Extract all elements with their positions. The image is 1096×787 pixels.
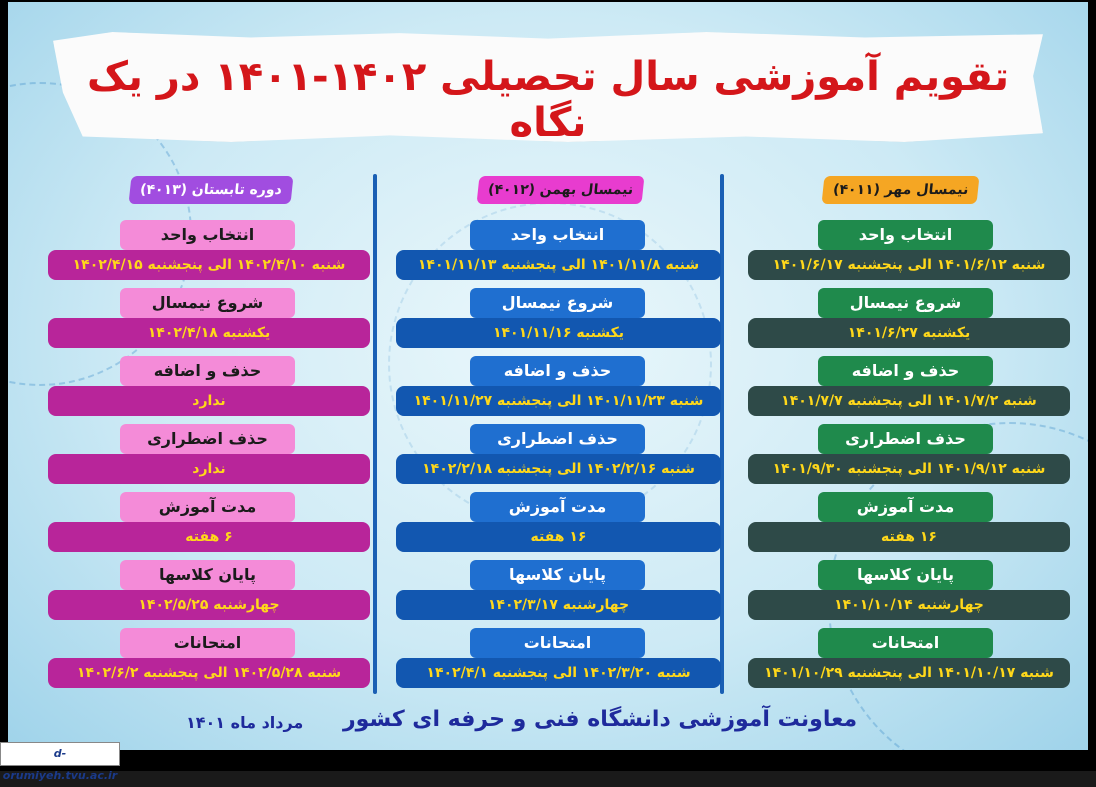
- row-value-course-selection: شنبه ۱۴۰۱/۱۱/۸ الی پنجشنبه ۱۴۰۱/۱۱/۱۳: [396, 250, 721, 280]
- row-label-emergency-drop: حذف اضطراری: [120, 424, 295, 454]
- semester-badge-summer: دوره تابستان (۴۰۱۳): [129, 176, 294, 204]
- row-label-add-drop: حذف و اضافه: [120, 356, 295, 386]
- page-title: تقویم آموزشی سال تحصیلی ۱۴۰۲-۱۴۰۱ در یک نگاه: [86, 54, 1010, 146]
- footer-authority: معاونت آموزشی دانشگاه فنی و حرفه ای کشور: [343, 707, 858, 732]
- row-label-classes-end: پایان کلاسها: [120, 560, 295, 590]
- row-label-exams: امتحانات: [818, 628, 993, 658]
- row-value-education-duration: ۶ هفته: [48, 522, 370, 552]
- row-value-education-duration: ۱۶ هفته: [396, 522, 721, 552]
- row-label-exams: امتحانات: [470, 628, 645, 658]
- row-value-add-drop: ندارد: [48, 386, 370, 416]
- row-value-course-selection: شنبه ۱۴۰۲/۴/۱۰ الی پنجشنبه ۱۴۰۲/۴/۱۵: [48, 250, 370, 280]
- row-label-education-duration: مدت آموزش: [120, 492, 295, 522]
- row-value-exams: شنبه ۱۴۰۱/۱۰/۱۷ الی پنجشنبه ۱۴۰۱/۱۰/۲۹: [748, 658, 1070, 688]
- row-label-education-duration: مدت آموزش: [470, 492, 645, 522]
- row-value-education-duration: ۱۶ هفته: [748, 522, 1070, 552]
- row-value-classes-end: چهارشنبه ۱۴۰۱/۱۰/۱۴: [748, 590, 1070, 620]
- semester-badge-bahman: نیمسال بهمن (۴۰۱۲): [477, 176, 645, 204]
- row-label-semester-start: شروع نیمسال: [818, 288, 993, 318]
- row-value-emergency-drop: شنبه ۱۴۰۱/۹/۱۲ الی پنجشنبه ۱۴۰۱/۹/۳۰: [748, 454, 1070, 484]
- row-label-semester-start: شروع نیمسال: [470, 288, 645, 318]
- column-divider: [720, 174, 724, 694]
- row-value-exams: شنبه ۱۴۰۲/۳/۲۰ الی پنجشنبه ۱۴۰۲/۴/۱: [396, 658, 721, 688]
- row-value-add-drop: شنبه ۱۴۰۱/۷/۲ الی پنجشنبه ۱۴۰۱/۷/۷: [748, 386, 1070, 416]
- row-label-classes-end: پایان کلاسها: [470, 560, 645, 590]
- row-value-semester-start: یکشنبه ۱۴۰۱/۱۱/۱۶: [396, 318, 721, 348]
- row-value-exams: شنبه ۱۴۰۲/۵/۲۸ الی پنجشنبه ۱۴۰۲/۶/۲: [48, 658, 370, 688]
- semester-badge-mehr: نیمسال مهر (۴۰۱۱): [822, 176, 980, 204]
- watermark: d-orumiyeh.tvu.ac.ir: [0, 742, 120, 766]
- row-label-exams: امتحانات: [120, 628, 295, 658]
- row-value-classes-end: چهارشنبه ۱۴۰۲/۳/۱۷: [396, 590, 721, 620]
- row-value-semester-start: یکشنبه ۱۴۰۱/۶/۲۷: [748, 318, 1070, 348]
- row-label-classes-end: پایان کلاسها: [818, 560, 993, 590]
- row-value-semester-start: یکشنبه ۱۴۰۲/۴/۱۸: [48, 318, 370, 348]
- row-value-classes-end: چهارشنبه ۱۴۰۲/۵/۲۵: [48, 590, 370, 620]
- row-label-emergency-drop: حذف اضطراری: [818, 424, 993, 454]
- column-divider: [373, 174, 377, 694]
- calendar-poster: [8, 2, 1088, 750]
- row-label-add-drop: حذف و اضافه: [470, 356, 645, 386]
- row-value-emergency-drop: ندارد: [48, 454, 370, 484]
- row-label-course-selection: انتخاب واحد: [818, 220, 993, 250]
- footer-date: مرداد ماه ۱۴۰۱: [186, 713, 304, 732]
- row-label-course-selection: انتخاب واحد: [120, 220, 295, 250]
- row-label-education-duration: مدت آموزش: [818, 492, 993, 522]
- row-value-course-selection: شنبه ۱۴۰۱/۶/۱۲ الی پنجشنبه ۱۴۰۱/۶/۱۷: [748, 250, 1070, 280]
- row-value-emergency-drop: شنبه ۱۴۰۲/۲/۱۶ الی پنجشنبه ۱۴۰۲/۲/۱۸: [396, 454, 721, 484]
- row-label-add-drop: حذف و اضافه: [818, 356, 993, 386]
- row-label-emergency-drop: حذف اضطراری: [470, 424, 645, 454]
- row-label-course-selection: انتخاب واحد: [470, 220, 645, 250]
- row-label-semester-start: شروع نیمسال: [120, 288, 295, 318]
- row-value-add-drop: شنبه ۱۴۰۱/۱۱/۲۳ الی پنجشنبه ۱۴۰۱/۱۱/۲۷: [396, 386, 721, 416]
